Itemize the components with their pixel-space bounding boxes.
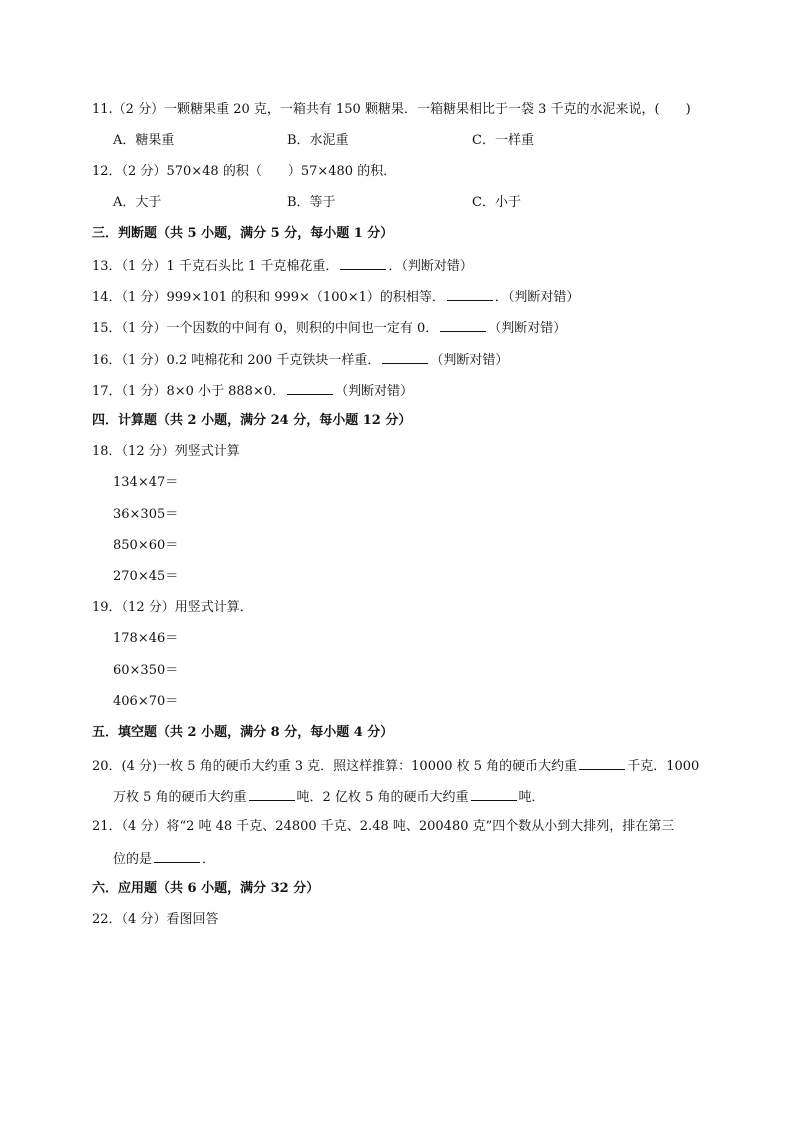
q18-item: 36×305＝	[113, 507, 179, 522]
q20-part2: 千克．1000	[627, 759, 700, 774]
q17-answer-blank[interactable]	[287, 381, 333, 395]
q21-line2-text: 位的是	[113, 852, 153, 867]
q20-blank3[interactable]	[471, 787, 517, 801]
q21-line2-suffix: ．	[202, 852, 216, 867]
q17-text: 17．（1 分）8×0 小于 888×0．	[92, 384, 286, 399]
q17-suffix: （判断对错）	[335, 384, 414, 399]
q14-answer-blank[interactable]	[447, 287, 493, 301]
q14-text: 14．（1 分）999×101 的积和 999×（100×1）的积相等．	[92, 290, 445, 305]
q11-stem: 11.（2 分）一颗糖果重 20 克，一箱共有 150 颗糖果．一箱糖果相比于一袋 3 千克的水泥来说，( )	[92, 102, 691, 117]
q11-option-b: B．水泥重	[287, 133, 349, 148]
q18-item: 134×47＝	[113, 475, 179, 490]
q15-suffix: （判断对错）	[488, 321, 567, 336]
q19-item: 178×46＝	[113, 631, 179, 646]
q19-item: 60×350＝	[113, 663, 179, 678]
q13	[92, 256, 473, 276]
q16	[92, 350, 508, 370]
q12-option-c: C．小于	[472, 195, 521, 210]
q22-stem: 22．（4 分）看图回答	[92, 912, 219, 927]
q12-option-b: B．等于	[287, 195, 336, 210]
q20-line2	[113, 787, 545, 807]
q13-text: 13．（1 分）1 千克石头比 1 千克棉花重．	[92, 259, 339, 274]
section5-heading: 五．填空题（共 2 小题，满分 8 分，每小题 4 分）	[92, 725, 394, 740]
q20-blank1[interactable]	[579, 756, 625, 770]
q18-item: 850×60＝	[113, 538, 179, 553]
q19-item: 406×70＝	[113, 694, 179, 709]
q15	[92, 318, 566, 338]
q16-suffix: （判断对错）	[430, 353, 509, 368]
q13-suffix: ．（判断对错）	[388, 259, 473, 274]
q12-stem: 12．（2 分）570×48 的积（ ）57×480 的积．	[92, 164, 397, 179]
q20-part1: 20．(4 分)一枚 5 角的硬币大约重 3 克．照这样推算：10000 枚 5 角的硬币大约重	[92, 759, 578, 774]
section4-heading: 四．计算题（共 2 小题，满分 24 分，每小题 12 分）	[92, 413, 412, 428]
q15-answer-blank[interactable]	[440, 318, 486, 332]
q11-option-a: A．糖果重	[113, 133, 175, 148]
q11-option-c: C．一样重	[472, 133, 534, 148]
q19-stem: 19．（12 分）用竖式计算．	[92, 600, 253, 615]
q20-blank2[interactable]	[249, 787, 295, 801]
q17	[92, 381, 413, 401]
q20-part3: 万枚 5 角的硬币大约重	[113, 790, 247, 805]
q13-answer-blank[interactable]	[340, 256, 386, 270]
q16-answer-blank[interactable]	[382, 350, 428, 364]
q20-part5: 吨．	[518, 790, 545, 805]
q14	[92, 287, 579, 307]
q18-item: 270×45＝	[113, 569, 179, 584]
q15-text: 15．（1 分）一个因数的中间有 0，则积的中间也一定有 0．	[92, 321, 439, 336]
section3-heading: 三．判断题（共 5 小题，满分 5 分，每小题 1 分）	[92, 226, 394, 241]
q20-part4: 吨．2 亿枚 5 角的硬币大约重	[296, 790, 469, 805]
q20-line1	[92, 756, 699, 776]
q21-answer-blank[interactable]	[154, 849, 200, 863]
q21-line1: 21．（4 分）将“2 吨 48 千克、24800 千克、2.48 吨、200480 克”四个数从小到大排列，排在第三	[92, 819, 675, 834]
q18-stem: 18．（12 分）列竖式计算	[92, 444, 240, 459]
section6-heading: 六．应用题（共 6 小题，满分 32 分）	[92, 881, 320, 896]
q14-suffix: ．（判断对错）	[494, 290, 580, 305]
q16-text: 16．（1 分）0.2 吨棉花和 200 千克铁块一样重．	[92, 353, 381, 368]
q21-line2	[113, 849, 215, 869]
q12-option-a: A．大于	[113, 195, 162, 210]
